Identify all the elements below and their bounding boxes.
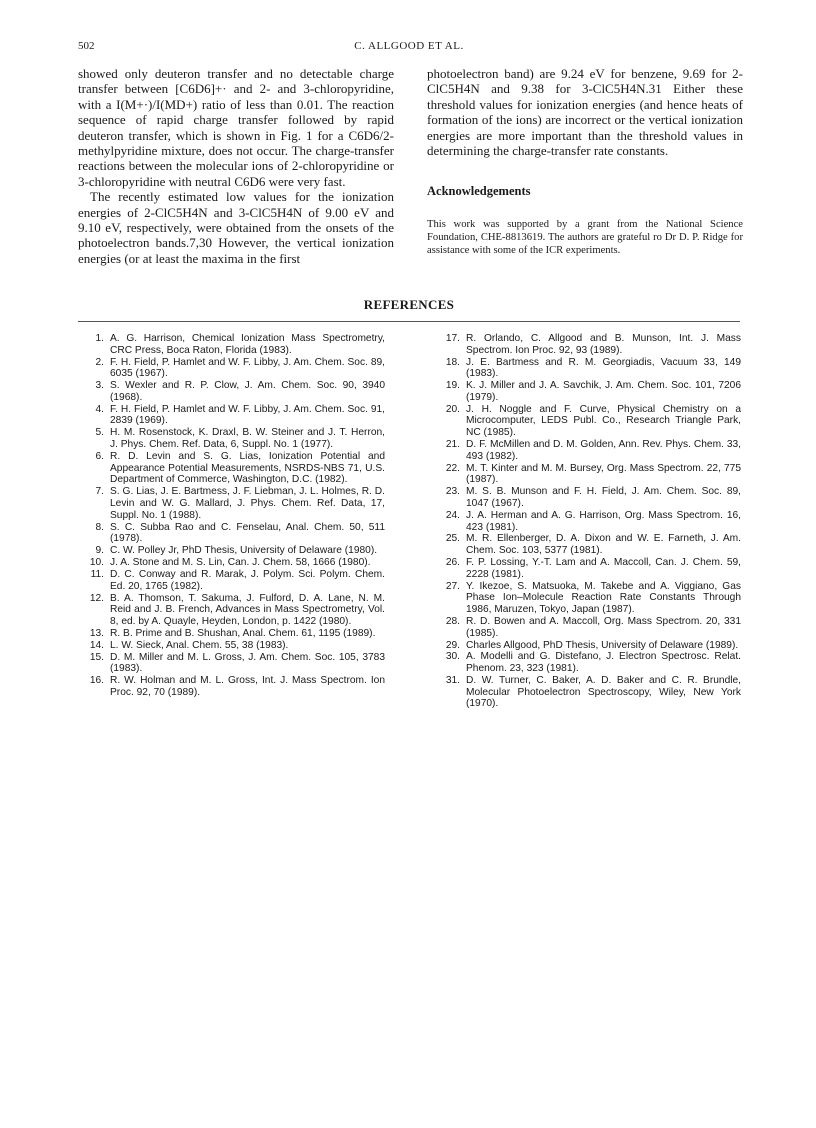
reference-number: 1. (95, 333, 104, 344)
reference-text: H. M. Rosenstock, K. Draxl, B. W. Steiner and J. T. Herron, J. Phys. Chem. Ref. Data, 6, Suppl. No. 1 (1977). (110, 427, 385, 451)
reference-item (441, 486, 741, 509)
reference-item (85, 404, 385, 427)
reference-number: 18. (445, 356, 460, 368)
reference-number: 8. (95, 521, 104, 533)
reference-item (441, 463, 741, 486)
reference-number: 2. (95, 356, 104, 368)
reference-item (441, 616, 741, 639)
reference-text: F. H. Field, P. Hamlet and W. F. Libby, J. Am. Chem. Soc. 91, 2839 (1969). (110, 403, 385, 427)
reference-item (85, 628, 385, 640)
reference-text: Charles Allgood, PhD Thesis, University of Delaware (1989). (466, 639, 739, 651)
reference-text: F. H. Field, P. Hamlet and W. F. Libby, J. Am. Chem. Soc. 89, 6035 (1967). (110, 356, 385, 380)
references-column-right (441, 333, 741, 710)
reference-item (85, 593, 385, 628)
reference-number: 13. (89, 627, 104, 639)
reference-text: R. B. Prime and B. Shushan, Anal. Chem. 61, 1195 (1989). (110, 627, 376, 639)
reference-text: R. W. Holman and M. L. Gross, Int. J. Mass Spectrom. Ion Proc. 92, 70 (1989). (110, 675, 385, 698)
reference-text: J. E. Bartmess and R. M. Georgiadis, Vacuum 33, 149 (1983). (466, 356, 741, 380)
reference-item (85, 380, 385, 403)
reference-number: 5. (95, 427, 104, 439)
reference-text: M. S. B. Munson and F. H. Field, J. Am. Chem. Soc. 89, 1047 (1967). (466, 486, 741, 509)
acknowledgements-text: This work was supported by a grant from the National Science Foundation, CHE-8813619. The authors are grateful ro Dr D. P. Ridge for assistance with some of the ICR experiments. (427, 218, 743, 256)
reference-number: 26. (445, 557, 460, 569)
body-paragraph: showed only deuteron transfer and no detectable charge transfer between [C6D6]+· and 2- and 3-chloropyridine, with a I(M+·)/I(MD+) ratio of less than 0.01. The reaction sequence of rapid charge transfer followed by rapid deuteron transfer, which is shown in Fig. 1 for a C6D6/2-methylpyridine mixture, does not occur. The charge-transfer reactions between the molecular ions of 2-chloropyridine or 3-chloropyridine with neutral C6D6 were very fast. (78, 66, 394, 189)
page-number: 502 (78, 40, 95, 52)
reference-item (85, 333, 385, 356)
body-column-right (427, 66, 743, 257)
reference-text: M. T. Kinter and M. M. Bursey, Org. Mass Spectrom. 22, 775 (1987). (466, 462, 741, 486)
reference-item (441, 404, 741, 439)
reference-number: 16. (89, 675, 104, 687)
reference-text: J. A. Herman and A. G. Harrison, Org. Mass Spectrom. 16, 423 (1981). (466, 509, 741, 533)
page-header (78, 40, 740, 56)
reference-item (85, 486, 385, 521)
reference-item (441, 533, 741, 556)
reference-number: 12. (89, 592, 104, 604)
reference-item (441, 510, 741, 533)
reference-item (85, 545, 385, 557)
reference-number: 27. (445, 580, 460, 592)
reference-text: S. C. Subba Rao and C. Fenselau, Anal. Chem. 50, 511 (1978). (110, 521, 385, 545)
reference-text: D. F. McMillen and D. M. Golden, Ann. Rev. Phys. Chem. 33, 493 (1982). (466, 439, 741, 462)
reference-text: D. W. Turner, C. Baker, A. D. Baker and C. R. Brundle, Molecular Photoelectron Spectroscopy, Wiley, New York (1970). (466, 675, 741, 710)
reference-number: 6. (95, 450, 104, 462)
reference-item (441, 651, 741, 674)
reference-item (85, 675, 385, 698)
reference-number: 4. (95, 403, 104, 415)
references-divider (78, 321, 740, 322)
reference-number: 30. (445, 651, 460, 663)
reference-number: 14. (89, 639, 104, 651)
reference-text: C. W. Polley Jr, PhD Thesis, University of Delaware (1980). (110, 545, 378, 557)
reference-number: 11. (90, 568, 104, 580)
reference-text: S. G. Lias, J. E. Bartmess, J. F. Liebman, J. L. Holmes, R. D. Levin and W. G. Mallard, J. Phys. Chem. Ref. Data, 17, Suppl. No. 1 (1988). (110, 486, 385, 521)
reference-number: 20. (445, 403, 460, 415)
reference-text: D. C. Conway and R. Marak, J. Polym. Sci. Polym. Chem. Ed. 20, 1765 (1982). (110, 568, 385, 592)
reference-item (85, 427, 385, 450)
references-heading: REFERENCES (363, 297, 455, 312)
reference-number: 31. (445, 675, 460, 687)
reference-text: Y. Ikezoe, S. Matsuoka, M. Takebe and A. Viggiano, Gas Phase Ion–Molecule Reaction Rate Constants Through 1986, Maruzen, Tokyo, Japan (1987). (466, 580, 741, 616)
body-paragraph: photoelectron band) are 9.24 eV for benzene, 9.69 for 2-ClC5H4N and 9.38 for 3-ClC5H4N.31 Either these threshold values for ionization energies (and hence heats of formation of the ions) are incorrect or the vertical ionization energies are more important than the threshold values in determining the charge-transfer rate constants. (427, 66, 743, 159)
body-column-left (78, 66, 394, 266)
reference-number: 15. (89, 651, 104, 663)
reference-text: J. A. Stone and M. S. Lin, Can. J. Chem. 58, 1666 (1980). (110, 557, 371, 569)
reference-item (85, 522, 385, 545)
reference-number: 22. (445, 462, 460, 474)
reference-number: 7. (95, 486, 104, 498)
reference-text: R. D. Bowen and A. Maccoll, Org. Mass Spectrom. 20, 331 (1985). (466, 615, 741, 639)
reference-text: R. D. Levin and S. G. Lias, Ionization Potential and Appearance Potential Measurements, NSRDS-NBS 71, U.S. Department of Commerce, Washington, D.C. (1982). (110, 450, 385, 486)
reference-text: J. H. Noggle and F. Curve, Physical Chemistry on a Microcomputer, LEDS Publ. Co., Research Triangle Park, NC (1985). (466, 403, 741, 439)
acknowledgements-heading: Acknowledgements (427, 184, 531, 199)
reference-text: B. A. Thomson, T. Sakuma, J. Fulford, D. A. Lane, N. M. Reid and J. B. French, Advances in Mass Spectrometry, Vol. 8, ed. by A. Quayle, Heyden, London, p. 1422 (1980). (110, 592, 385, 627)
reference-number: 19. (445, 380, 460, 392)
reference-item (85, 357, 385, 380)
reference-number: 23. (445, 486, 460, 498)
reference-item (85, 652, 385, 675)
reference-number: 25. (445, 533, 460, 545)
reference-text: S. Wexler and R. P. Clow, J. Am. Chem. Soc. 90, 3940 (1968). (110, 380, 385, 403)
reference-text: F. P. Lossing, Y.-T. Lam and A. Maccoll, Can. J. Chem. 59, 2228 (1981). (466, 557, 741, 580)
reference-text: L. W. Sieck, Anal. Chem. 55, 38 (1983). (110, 639, 289, 651)
reference-number: 24. (445, 509, 460, 521)
reference-number: 3. (95, 380, 104, 392)
reference-text: R. Orlando, C. Allgood and B. Munson, Int. J. Mass Spectrom. Ion Proc. 92, 93 (1989). (466, 333, 741, 356)
reference-number: 10. (89, 557, 104, 569)
reference-text: M. R. Ellenberger, D. A. Dixon and W. E. Farneth, J. Am. Chem. Soc. 103, 5377 (1981). (466, 533, 741, 557)
reference-text: D. M. Miller and M. L. Gross, J. Am. Chem. Soc. 105, 3783 (1983). (110, 651, 385, 675)
reference-item (85, 451, 385, 486)
references-column-left (85, 333, 385, 699)
reference-text: A. Modelli and G. Distefano, J. Electron Spectrosc. Relat. Phenom. 23, 323 (1981). (466, 651, 741, 675)
reference-item (441, 640, 741, 652)
body-paragraph: The recently estimated low values for the ionization energies of 2-ClC5H4N and 3-ClC5H4N of 9.00 eV and 9.10 eV, respectively, were obtained from the onsets of the photoelectron bands.7,30 However, the vertical ionization energies (or at least the maxima in the first (78, 189, 394, 266)
reference-number: 9. (95, 545, 104, 557)
reference-number: 17. (445, 333, 460, 344)
reference-item (441, 439, 741, 462)
reference-text: K. J. Miller and J. A. Savchik, J. Am. Chem. Soc. 101, 7206 (1979). (466, 380, 741, 403)
reference-item (441, 357, 741, 380)
reference-item (85, 640, 385, 652)
reference-item (441, 557, 741, 580)
reference-item (441, 581, 741, 616)
reference-item (85, 569, 385, 592)
reference-item (441, 675, 741, 710)
reference-number: 28. (445, 615, 460, 627)
reference-number: 29. (445, 639, 460, 651)
reference-text: A. G. Harrison, Chemical Ionization Mass Spectrometry, CRC Press, Boca Raton, Florida (1983). (110, 333, 385, 356)
running-head: C. ALLGOOD ET AL. (354, 40, 464, 52)
reference-number: 21. (445, 439, 460, 451)
reference-item (441, 380, 741, 403)
reference-item (85, 557, 385, 569)
reference-item (441, 333, 741, 356)
